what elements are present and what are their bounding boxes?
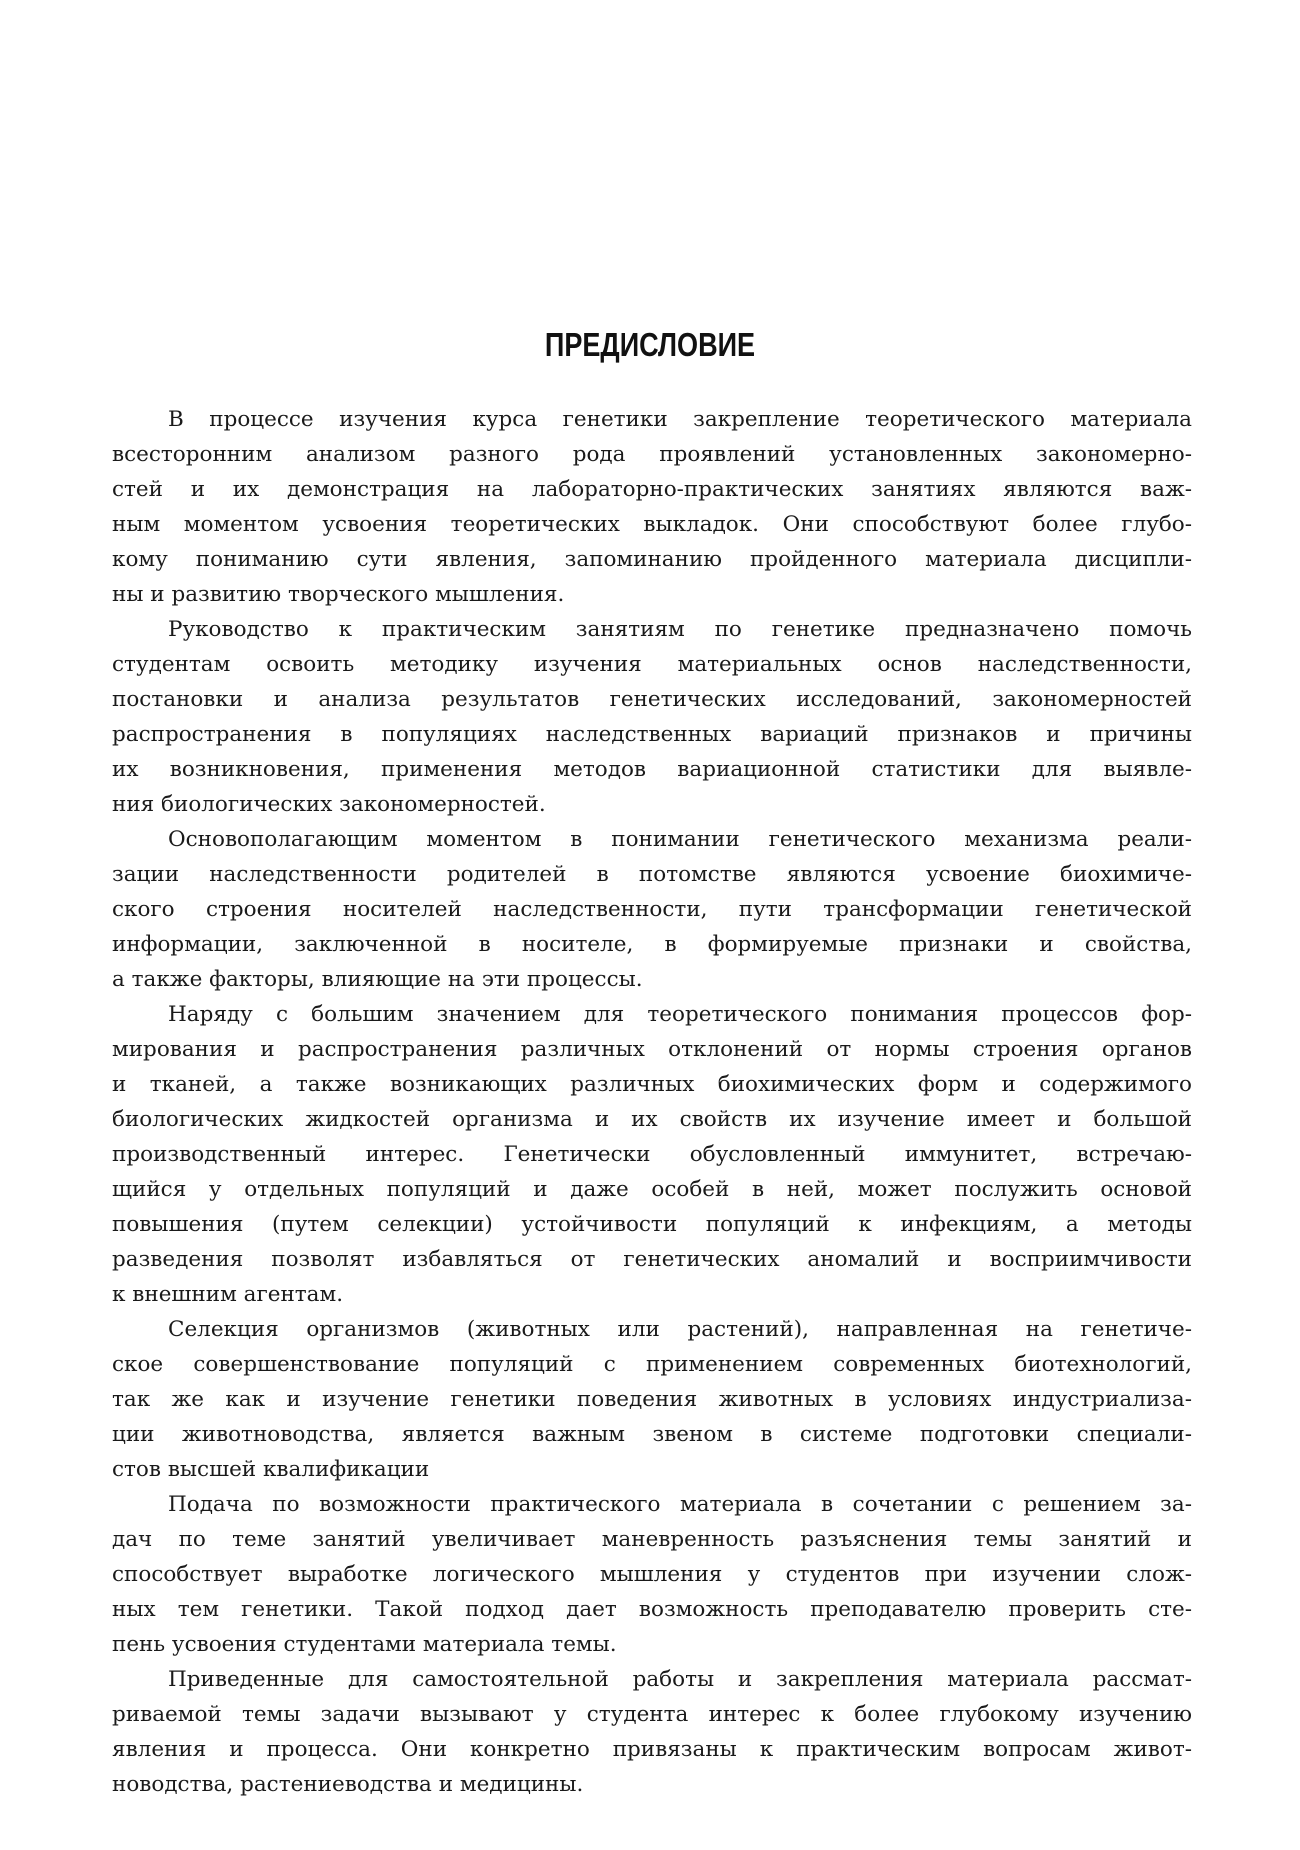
text-line: так же как и изучение генетики поведения животных в условиях индустриализа- xyxy=(112,1387,1192,1412)
paragraph xyxy=(112,822,1192,997)
text-line: разведения позволят избавляться от генетических аномалий и восприимчивости xyxy=(112,1247,1192,1272)
text-line: В процессе изучения курса генетики закрепление теоретического материала xyxy=(168,407,1192,432)
page-title: ПРЕДИСЛОВИЕ xyxy=(544,326,756,363)
paragraph xyxy=(112,1662,1192,1802)
text-line: Селекция организмов (животных или растений), направленная на генетиче- xyxy=(168,1317,1192,1342)
text-line: ния биологических закономерностей. xyxy=(112,792,546,817)
text-line: зации наследственности родителей в потомстве являются усвоение биохимиче- xyxy=(112,862,1192,887)
text-line: производственный интерес. Генетически обусловленный иммунитет, встречаю- xyxy=(112,1142,1192,1167)
paragraph xyxy=(112,1487,1192,1662)
paragraph xyxy=(112,612,1192,822)
text-line: Основополагающим моментом в понимании генетического механизма реали- xyxy=(168,827,1192,852)
text-line: а также факторы, влияющие на эти процессы. xyxy=(112,967,643,992)
text-line: постановки и анализа результатов генетических исследований, закономерностей xyxy=(112,687,1192,712)
text-line: пень усвоения студентами материала темы. xyxy=(112,1632,617,1657)
text-line: распространения в популяциях наследственных вариаций признаков и причины xyxy=(112,722,1192,747)
text-line: дач по теме занятий увеличивает маневренность разъяснения темы занятий и xyxy=(112,1527,1192,1552)
text-line: ции животноводства, является важным звеном в системе подготовки специали- xyxy=(112,1422,1192,1447)
text-line: к внешним агентам. xyxy=(112,1282,344,1307)
text-line: информации, заключенной в носителе, в формируемые признаки и свойства, xyxy=(112,932,1192,957)
text-line: стей и их демонстрация на лабораторно-практических занятиях являются важ- xyxy=(112,477,1192,502)
text-line: Приведенные для самостоятельной работы и закрепления материала рассмат- xyxy=(168,1667,1192,1692)
preface-body xyxy=(112,402,1192,1802)
text-line: студентам освоить методику изучения материальных основ наследственности, xyxy=(112,652,1192,677)
text-line: ных тем генетики. Такой подход дает возможность преподавателю проверить сте- xyxy=(112,1597,1192,1622)
text-line: мирования и распространения различных отклонений от нормы строения органов xyxy=(112,1037,1192,1062)
paragraph xyxy=(112,402,1192,612)
text-line: биологических жидкостей организма и их свойств их изучение имеет и большой xyxy=(112,1107,1192,1132)
text-line: щийся у отдельных популяций и даже особей в ней, может послужить основой xyxy=(112,1177,1192,1202)
text-line: новодства, растениеводства и медицины. xyxy=(112,1772,584,1797)
text-line: Руководство к практическим занятиям по генетике предназначено помочь xyxy=(168,617,1192,642)
text-line: всесторонним анализом разного рода проявлений установленных закономерно- xyxy=(112,442,1192,467)
text-line: ского строения носителей наследственности, пути трансформации генетической xyxy=(112,897,1192,922)
text-line: ское совершенствование популяций с применением современных биотехнологий, xyxy=(112,1352,1192,1377)
text-line: повышения (путем селекции) устойчивости популяций к инфекциям, а методы xyxy=(112,1212,1192,1237)
text-line: кому пониманию сути явления, запоминанию пройденного материала дисципли- xyxy=(112,547,1192,572)
paragraph xyxy=(112,1312,1192,1487)
text-line: явления и процесса. Они конкретно привязаны к практическим вопросам живот- xyxy=(112,1737,1192,1762)
text-line: способствует выработке логического мышления у студентов при изучении слож- xyxy=(112,1562,1192,1587)
text-line: стов высшей квалификации xyxy=(112,1457,430,1482)
text-line: риваемой темы задачи вызывают у студента интерес к более глубокому изучению xyxy=(112,1702,1192,1727)
text-line: ны и развитию творческого мышления. xyxy=(112,582,565,607)
text-line: ным моментом усвоения теоретических выкладок. Они способствуют более глубо- xyxy=(112,512,1192,537)
text-line: их возникновения, применения методов вариационной статистики для выявле- xyxy=(112,757,1192,782)
text-line: Наряду с большим значением для теоретического понимания процессов фор- xyxy=(168,1002,1192,1027)
text-line: Подача по возможности практического материала в сочетании с решением за- xyxy=(168,1492,1192,1517)
paragraph xyxy=(112,997,1192,1312)
text-line: и тканей, а также возникающих различных биохимических форм и содержимого xyxy=(112,1072,1192,1097)
